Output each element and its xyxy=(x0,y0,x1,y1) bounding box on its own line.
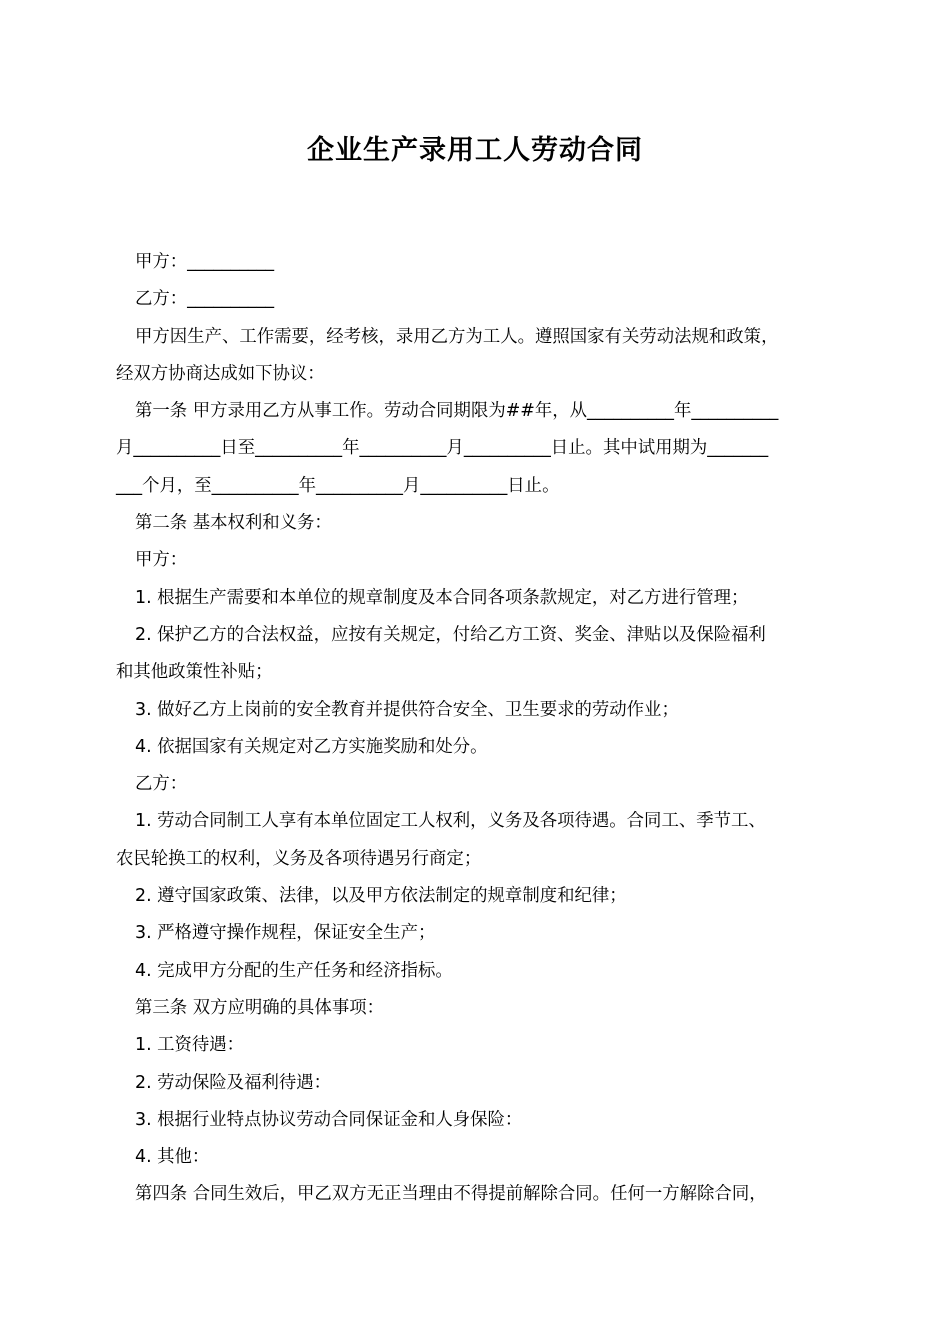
document-line: ___个月，至__________年__________月__________日止。 xyxy=(116,475,560,496)
document-line: 乙方：__________ xyxy=(135,289,275,310)
document-line: 第一条 甲方录用乙方从事工作。劳动合同期限为##年，从__________年__________ xyxy=(135,401,779,422)
document-line: 月__________日至__________年__________月__________日止。其中试用期为_______ xyxy=(116,438,769,459)
document-line: 第二条 基本权利和义务： xyxy=(135,513,332,534)
document-line: 2. 劳动保险及福利待遇： xyxy=(135,1072,332,1093)
document-line: 3. 根据行业特点协议劳动合同保证金和人身保险： xyxy=(135,1109,523,1130)
document-line: 甲方因生产、工作需要，经考核，录用乙方为工人。遵照国家有关劳动法规和政策， xyxy=(135,326,779,347)
document-line: 农民轮换工的权利，义务及各项待遇另行商定； xyxy=(116,848,482,869)
document-line: 第四条 合同生效后，甲乙双方无正当理由不得提前解除合同。任何一方解除合同， xyxy=(135,1184,767,1205)
document-line: 乙方： xyxy=(135,774,188,795)
document-line: 甲方：__________ xyxy=(135,252,275,272)
document-line: 3. 严格遵守操作规程，保证安全生产； xyxy=(135,923,436,944)
document-line: 经双方协商达成如下协议： xyxy=(116,363,325,384)
document-title: 企业生产录用工人劳动合同 xyxy=(307,135,643,166)
document-line: 和其他政策性补贴； xyxy=(116,662,273,683)
document-line: 4. 依据国家有关规定对乙方实施奖励和处分。 xyxy=(135,736,488,757)
document-line: 1. 劳动合同制工人享有本单位固定工人权利，义务及各项待遇。合同工、季节工、 xyxy=(135,811,766,832)
document-body xyxy=(116,244,846,1214)
document-line: 2. 保护乙方的合法权益，应按有关规定，付给乙方工资、奖金、津贴以及保险福利 xyxy=(135,624,766,645)
document-line: 2. 遵守国家政策、法律，以及甲方依法制定的规章制度和纪律； xyxy=(135,886,627,907)
document-line: 甲方： xyxy=(135,550,188,571)
document-line: 3. 做好乙方上岗前的安全教育并提供符合安全、卫生要求的劳动作业； xyxy=(135,699,679,720)
document-line: 第三条 双方应明确的具体事项： xyxy=(135,997,384,1018)
document-line: 4. 完成甲方分配的生产任务和经济指标。 xyxy=(135,960,453,981)
document-line: 1. 根据生产需要和本单位的规章制度及本合同各项条款规定，对乙方进行管理； xyxy=(135,587,749,608)
document-line: 1. 工资待遇： xyxy=(135,1035,245,1056)
document-line: 4. 其他： xyxy=(135,1147,210,1168)
